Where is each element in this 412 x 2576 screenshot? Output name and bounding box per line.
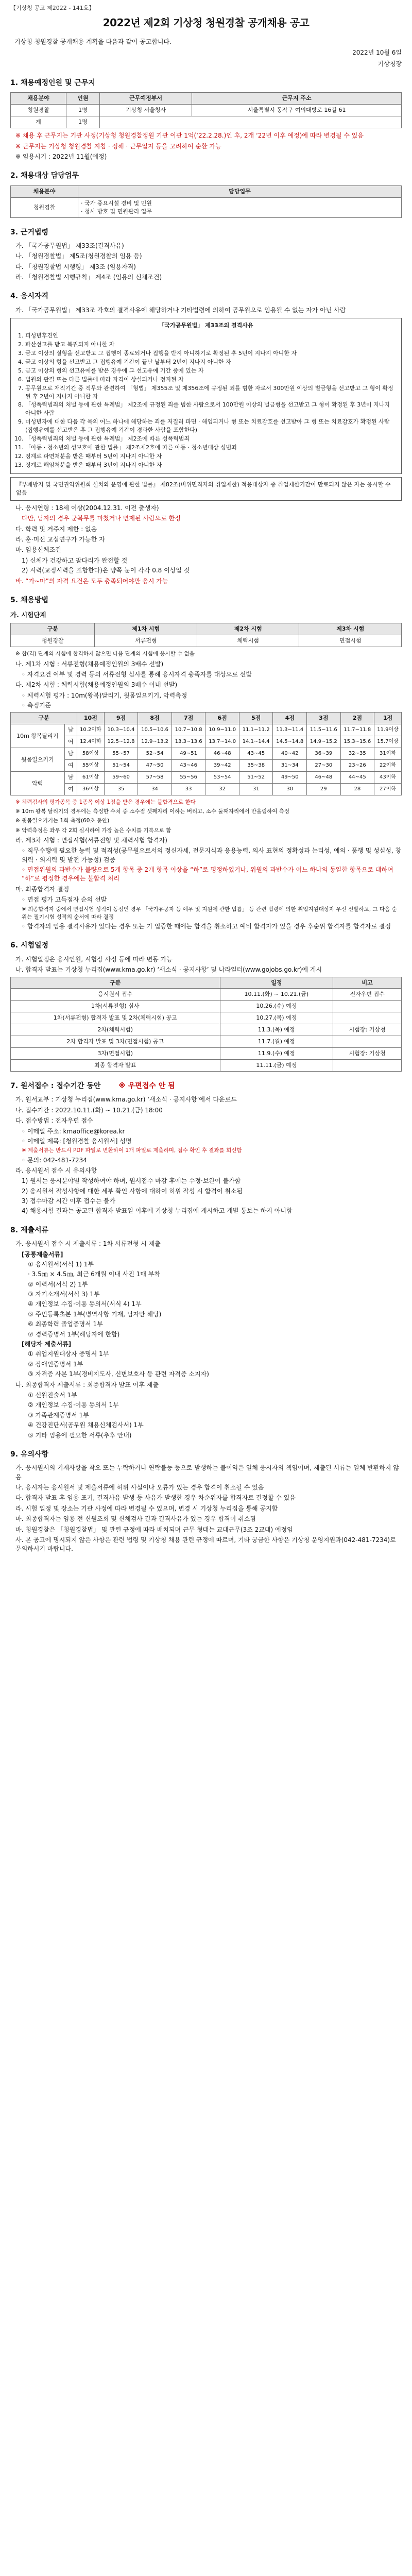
docs-item: ③ 가족관계증명서 1부 bbox=[28, 1411, 89, 1419]
fitness-value: 10.7~10.8 bbox=[171, 724, 205, 736]
fitness-header: 2점 bbox=[340, 713, 374, 724]
list-item: 11. 「아동 · 청소년의 성보호에 관한 법률」 제2조제2호에 따른 아동 · 청소년대상 성범죄 bbox=[25, 444, 396, 452]
docs-item: · 3.5㎝ × 4.5㎝, 최근 6개월 이내 사진 1매 부착 bbox=[28, 1270, 160, 1278]
fitness-note: ※ 10m 왕복 달리기의 경우에는 측정한 수치 중 소수점 셋째자리 이하는 버리고, 소수 둘째자리에서 반올림하여 측정 bbox=[15, 808, 290, 815]
table-row bbox=[11, 772, 402, 784]
fitness-value: 11.9이상 bbox=[374, 724, 402, 736]
fitness-value: 23~26 bbox=[340, 760, 374, 772]
fitness-value: 59~60 bbox=[104, 772, 138, 784]
fitness-sex: 남 bbox=[64, 748, 77, 760]
docs-group-common: [공통제출서류] bbox=[22, 1250, 63, 1258]
fitness-value: 57~58 bbox=[138, 772, 172, 784]
schedule-header: 비고 bbox=[333, 977, 402, 989]
apply-note: ※ 제출서류는 반드시 PDF 파일로 변환하여 1개 파일로 제출하며, 접수 확인 후 결과를 회신함 bbox=[22, 1147, 242, 1154]
fitness-value: 36이상 bbox=[77, 784, 105, 795]
fitness-event: 10m 왕복달리기 bbox=[11, 724, 65, 748]
fitness-value: 46~48 bbox=[205, 748, 239, 760]
fitness-value: 30 bbox=[273, 784, 307, 795]
fitness-header: 3점 bbox=[307, 713, 341, 724]
qualification-a: 가. 「국가공무원법」 제33조 각호의 결격사유에 해당하거나 기타법령에 의하여 공무원으로 임용될 수 없는 자가 아닌 사람 bbox=[15, 306, 346, 314]
list-item: 4. 금고 이상의 형을 선고받고 그 집행유예 기간이 끝난 날부터 2년이 지나지 아니한 자 bbox=[25, 358, 396, 366]
apply-d: 라. 응시원서 접수 시 유의사항 bbox=[15, 1166, 97, 1174]
stage-header: 구분 bbox=[11, 623, 95, 635]
fitness-value: 10.9~11.0 bbox=[205, 724, 239, 736]
qualification-d: 라. 훈·미선 교섭연구가 가능한 자 bbox=[15, 536, 105, 544]
schedule-cell-v: 11.7.(월) 예정 bbox=[220, 1036, 333, 1048]
table-row bbox=[11, 1024, 402, 1036]
schedule-cell-n bbox=[333, 1012, 402, 1024]
fitness-value: 10.3~10.4 bbox=[104, 724, 138, 736]
schedule-cell-v: 11.3.(목) 예정 bbox=[220, 1024, 333, 1036]
s1-note: ※ 근무지는 기상청 청원경찰 지침 · 정해 · 근무일지 등을 고려하여 순환 가능 bbox=[15, 142, 221, 150]
fitness-header: 1점 bbox=[374, 713, 402, 724]
docs-b: 나. 최종합격자 제출서류 : 최종합격자 발표 이후 제출 bbox=[15, 1381, 159, 1388]
stage-cell: 서류전형 bbox=[95, 635, 197, 647]
schedule-cell-k: 1차(서류전형) 심사 bbox=[11, 1001, 220, 1012]
fitness-value: 12.5~12.8 bbox=[104, 736, 138, 748]
fitness-value: 52~54 bbox=[138, 748, 172, 760]
list-item: 7. 공무원으로 재직기간 중 직무와 관련하여 「형법」 제355조 및 제356조에 규정된 죄를 범한 자로서 300만원 이상의 벌금형을 선고받고 그 형이 확정된 후 2년이 지나지 아니한 자 bbox=[25, 384, 396, 401]
list-item: 12. 징계로 파면처분을 받은 때부터 5년이 지나지 아니한 자 bbox=[25, 452, 396, 461]
fitness-header: 9점 bbox=[104, 713, 138, 724]
fitness-value: 49~51 bbox=[171, 748, 205, 760]
fitness-value: 35 bbox=[104, 784, 138, 795]
list-item: 5. 금고 이상의 형의 선고유예를 받은 경우에 그 선고유예 기간 중에 있는 자 bbox=[25, 367, 396, 375]
docs-item: ④ 개인정보 수집·이용 동의서(서식 4) 1부 bbox=[28, 1300, 142, 1308]
schedule-cell-v: 11.11.(금) 예정 bbox=[220, 1060, 333, 1072]
table-row bbox=[11, 784, 402, 795]
schedule-header: 구분 bbox=[11, 977, 220, 989]
fitness-sex: 남 bbox=[64, 772, 77, 784]
fitness-sex: 여 bbox=[64, 736, 77, 748]
apply-d-sub: 3) 접수마감 시간 이후 접수는 불가 bbox=[22, 1197, 116, 1205]
duty-header: 채용분야 bbox=[11, 185, 78, 197]
law-item: 라. 「청원경찰법 시행규칙」 제4조 (임용의 신체조건) bbox=[15, 273, 162, 281]
fitness-note: ※ 체력검사의 평가종목 중 1종목 이상 1점을 받은 경우에는 불합격으로 한다 bbox=[15, 799, 196, 806]
qualification-e-sub: 2) 시력(교정시력을 포함한다)은 양쪽 눈이 각각 0.8 이상일 것 bbox=[22, 567, 190, 574]
list-item: 13. 징계로 해임처분을 받은 때부터 3년이 지나지 아니한 자 bbox=[25, 461, 396, 469]
fitness-value: 22이하 bbox=[374, 760, 402, 772]
fitness-value: 31~34 bbox=[273, 760, 307, 772]
fitness-value: 39~42 bbox=[205, 760, 239, 772]
schedule-cell-v: 11.9.(수) 예정 bbox=[220, 1048, 333, 1060]
apply-b: 나. 접수기간 : 2022.10.11.(화) ~ 10.21.(금) 18:00 bbox=[15, 1106, 163, 1114]
exam-step-d-sub: ◦ 면접위원의 과반수가 불량으로 5개 항목 중 2개 항목 이상을 “하”로 평정하였거나, 위원의 과반수가 어느 하나의 동일한 항목으로 대하여 “하”로 평정한 경우에는 불합격 처리 bbox=[22, 866, 393, 883]
schedule-cell-n: 시험장: 기상청 bbox=[333, 1048, 402, 1060]
apply-d-sub: 2) 응시원서 작성사항에 대한 세부 확인 사항에 대하여 허위 작성 시 합격이 취소됨 bbox=[22, 1187, 243, 1195]
fitness-value: 13.7~14.0 bbox=[205, 736, 239, 748]
list-item: 1. 피성년후견인 bbox=[25, 332, 396, 340]
schedule-cell-v: 10.27.(목) 예정 bbox=[220, 1012, 333, 1024]
exam-step-c-sub: ◦ 측정기준 bbox=[22, 702, 52, 709]
docs-item: ③ 자격증 사본 1부(경비지도사, 신변보호사 등 관련 자격증 소지자) bbox=[28, 1370, 209, 1378]
exam-step-e-sub: ◦ 면접 평가 고득점자 순의 선발 bbox=[22, 896, 107, 904]
qualification-f: 바. “가~마”의 자격 요건은 모두 충족되어야만 응시 가능 bbox=[15, 577, 168, 585]
list-item: 2. 파산선고를 받고 복권되지 아니한 자 bbox=[25, 341, 396, 349]
table-row bbox=[11, 635, 402, 647]
caution-item: 라. 시험 일정 및 장소는 기관 사정에 따라 변경될 수 있으며, 변경 시 기상청 누리집을 통해 공지함 bbox=[15, 1504, 278, 1512]
stage-cell: 면접시험 bbox=[299, 635, 402, 647]
table-row bbox=[11, 748, 402, 760]
docs-item: ② 개인정보 수집·이용 동의서 1부 bbox=[28, 1401, 119, 1409]
fitness-value: 47~50 bbox=[138, 760, 172, 772]
docs-item: ① 응시원서(서식 1) 1부 bbox=[28, 1260, 94, 1268]
fitness-value: 28 bbox=[340, 784, 374, 795]
docs-group-optional: [해당자 제출서류] bbox=[22, 1341, 72, 1348]
schedule-cell-n bbox=[333, 1001, 402, 1012]
table-row bbox=[11, 760, 402, 772]
section-4-title: 4. 응시자격 bbox=[10, 292, 49, 301]
qualification-b: 나. 응시연령 : 18세 이상(2004.12.31. 이전 출생자) bbox=[15, 504, 159, 512]
notice-date: 2022년 10월 6일 bbox=[352, 49, 402, 57]
recruit-header: 인원 bbox=[66, 93, 99, 105]
section-5-title: 5. 채용방법 bbox=[10, 596, 49, 604]
exam-stage-title: 가. 시험단계 bbox=[10, 611, 46, 619]
table-row bbox=[11, 736, 402, 748]
list-item: 6. 법원의 판결 또는 다른 법률에 따라 자격이 상실되거나 정지된 자 bbox=[25, 376, 396, 384]
fitness-value: 51~52 bbox=[239, 772, 273, 784]
duty-item: · 국가 중요시설 경비 및 민원 bbox=[81, 199, 152, 207]
exam-step-c-sub: ◦ 체력시험 평가 : 10m(왕복)달리기, 윗몸일으키기, 악력측정 bbox=[22, 691, 187, 699]
table-row bbox=[11, 105, 402, 116]
duty-table bbox=[10, 185, 402, 218]
table-row bbox=[11, 989, 402, 1001]
schedule-cell-n bbox=[333, 1060, 402, 1072]
notice-org: 기상청장 bbox=[377, 60, 402, 67]
apply-subject: ◦ 이메일 제목: [청원경찰 응시원서] 성명 bbox=[22, 1137, 132, 1145]
recruit-total-label: 계 bbox=[11, 116, 66, 128]
fitness-value: 15.7이상 bbox=[374, 736, 402, 748]
exam-step-d: 라. 제3차 시험 : 면접시험(서류전형 및 체력시험 합격자) bbox=[15, 836, 167, 844]
fitness-value: 35~38 bbox=[239, 760, 273, 772]
table-row bbox=[11, 1060, 402, 1072]
docs-item: ② 이력서(서식 2) 1부 bbox=[28, 1280, 88, 1288]
stage-header: 제1차 시험 bbox=[95, 623, 197, 635]
fitness-header: 5점 bbox=[239, 713, 273, 724]
s1-note: ※ 임용시기 : 2022년 11월(예정) bbox=[15, 153, 107, 160]
section-3-title: 3. 근거법령 bbox=[10, 228, 49, 236]
fitness-value: 43~45 bbox=[239, 748, 273, 760]
fitness-value: 55이상 bbox=[77, 760, 105, 772]
fitness-value: 11.5~11.6 bbox=[307, 724, 341, 736]
duty-item: · 청사 방호 및 민원관리 업무 bbox=[81, 208, 152, 215]
recruit-header: 근무지 주소 bbox=[192, 93, 402, 105]
fitness-value: 40~42 bbox=[273, 748, 307, 760]
docs-a: 가. 응시원서 접수 시 제출서류 : 1차 서류전형 시 제출 bbox=[15, 1240, 161, 1248]
fitness-value: 43~46 bbox=[171, 760, 205, 772]
apply-d-sub: 4) 채용시험 결과는 공고된 합격자 발표일 이후에 기상청 누리집에 게시하고 개별 통보는 하지 아니함 bbox=[22, 1207, 293, 1215]
law-item: 나. 「청원경찰법」 제5조(청원경찰의 임용 등) bbox=[15, 252, 142, 260]
docs-item: ① 신원진술서 1부 bbox=[28, 1392, 77, 1399]
schedule-cell-k: 최종 합격자 발표 bbox=[11, 1060, 220, 1072]
fitness-header: 10점 bbox=[77, 713, 105, 724]
fitness-sex: 남 bbox=[64, 724, 77, 736]
schedule-cell-n: 전자우편 접수 bbox=[333, 989, 402, 1001]
fitness-value: 31이하 bbox=[374, 748, 402, 760]
recruit-total-count: 1명 bbox=[66, 116, 99, 128]
caution-item: 다. 합격자 발표 후 임용 포기, 결격사유 발생 등 사유가 발생한 경우 차순위자를 합격자로 결정할 수 있음 bbox=[15, 1494, 296, 1502]
recruit-dept: 기상청 서울청사 bbox=[99, 105, 192, 116]
stage-header: 제3차 시험 bbox=[299, 623, 402, 635]
fitness-value: 58이상 bbox=[77, 748, 105, 760]
recruit-header: 채용분야 bbox=[11, 93, 66, 105]
fitness-value: 27~30 bbox=[307, 760, 341, 772]
recruit-table bbox=[10, 92, 402, 128]
fitness-sex: 여 bbox=[64, 784, 77, 795]
fitness-note: ※ 악력측정은 좌우 각 2회 실시하여 가장 높은 수치를 기록으로 함 bbox=[15, 827, 171, 834]
qualification-c: 다. 학력 및 거주지 제한 : 없음 bbox=[15, 525, 97, 533]
docs-item: ① 취업지원대상자 증명서 1부 bbox=[28, 1350, 109, 1358]
apply-contact: ◦ 문의: 042-481-7234 bbox=[22, 1156, 87, 1164]
law-item: 가. 「국가공무원법」 제33조(결격사유) bbox=[15, 242, 124, 249]
stage-label: 청원경찰 bbox=[11, 635, 95, 647]
schedule-cell-k: 3차(면접시험) bbox=[11, 1048, 220, 1060]
fitness-header: 구분 bbox=[11, 713, 77, 724]
fitness-value: 11.3~11.4 bbox=[273, 724, 307, 736]
fitness-value: 44~45 bbox=[340, 772, 374, 784]
anticorruption-note: 『부패방지 및 국민권익위원회 설치와 운영에 관한 법률』 제82조(비위면직자의 취업제한) 적용대상자 중 취업제한기간이 만료되지 않은 자는 응시할 수 없음 bbox=[10, 477, 402, 501]
fitness-value: 29 bbox=[307, 784, 341, 795]
duty-field: 청원경찰 bbox=[11, 197, 78, 217]
schedule-table bbox=[10, 977, 402, 1072]
list-item: 3. 금고 이상의 실형을 선고받고 그 집행이 종료되거나 집행을 받지 아니하기로 확정된 후 5년이 지나지 아니한 자 bbox=[25, 349, 396, 358]
exam-step-b: 나. 제1차 시험 : 서류전형(채용예정인원의 3배수 선발) bbox=[15, 660, 164, 668]
exam-step-e-sub: ◦ 합격자의 임용 결격사유가 있다는 경우 또는 기 입증한 때에는 합격을 취소하고 예비 합격자가 있을 경우 후순위 합격자를 합격자로 결정 bbox=[22, 923, 391, 930]
caution-item: 사. 본 공고에 명시되지 않은 사항은 관련 법령 및 기상청 채용 관련 규정에 따르며, 기타 궁금한 사항은 기상청 운영지원과(042-481-7234)로 문의하시기 바랍니다. bbox=[15, 1536, 396, 1553]
schedule-cell-n: 시험장: 기상청 bbox=[333, 1024, 402, 1036]
docs-item: ⑦ 경력증명서 1부(해당자에 한함) bbox=[28, 1330, 120, 1338]
fitness-value: 31 bbox=[239, 784, 273, 795]
section-7-title-text: 7. 원서접수 : 접수기간 동안 bbox=[10, 1082, 101, 1091]
fitness-value: 55~56 bbox=[171, 772, 205, 784]
docs-item: ⑥ 최종학력 졸업증명서 1부 bbox=[28, 1320, 103, 1328]
disqualification-box bbox=[10, 318, 402, 474]
fitness-sex: 여 bbox=[64, 760, 77, 772]
apply-a: 가. 원서교부 : 기상청 누리집(www.kma.go.kr) ‘새소식 · 공지사항’에서 다운로드 bbox=[15, 1096, 237, 1104]
fitness-value: 55~57 bbox=[104, 748, 138, 760]
recruit-field: 청원경찰 bbox=[11, 105, 66, 116]
fitness-header: 6점 bbox=[205, 713, 239, 724]
fitness-value: 53~54 bbox=[205, 772, 239, 784]
fitness-value: 13.3~13.6 bbox=[171, 736, 205, 748]
fitness-value: 27이하 bbox=[374, 784, 402, 795]
exam-step-b-sub: ◦ 자격요건 여부 및 경력 등의 서류전형 심사를 통해 응시자격 충족자를 대상으로 선발 bbox=[22, 670, 252, 678]
stage-cell: 체력시험 bbox=[197, 635, 299, 647]
caution-item: 나. 응시자는 응시원서 및 제출서류에 허위 사실이나 오류가 있는 경우 합격이 취소될 수 있음 bbox=[15, 1484, 264, 1492]
qualification-e-sub: 1) 신체가 건강하고 팔다리가 완전할 것 bbox=[22, 556, 128, 564]
docs-item: ③ 자기소개서(서식 3) 1부 bbox=[28, 1291, 100, 1298]
table-row bbox=[11, 1012, 402, 1024]
apply-d-sub: 1) 원서는 응시분야별 작성하여야 하며, 원서접수 마감 후에는 수정·보완이 불가함 bbox=[22, 1177, 241, 1185]
fitness-header: 7점 bbox=[171, 713, 205, 724]
section-9-title: 9. 유의사항 bbox=[10, 1450, 49, 1459]
fitness-value: 10.2이하 bbox=[77, 724, 105, 736]
duty-header: 담당업무 bbox=[78, 185, 402, 197]
table-row bbox=[11, 116, 402, 128]
fitness-value: 33 bbox=[171, 784, 205, 795]
fitness-value: 10.5~10.6 bbox=[138, 724, 172, 736]
fitness-value: 15.3~15.6 bbox=[340, 736, 374, 748]
apply-email[interactable]: ◦ 이메일 주소: kmaoffice@korea.kr bbox=[22, 1127, 125, 1135]
schedule-a: 가. 시험일정은 응시인원, 시험장 사정 등에 따라 변동 가능 bbox=[15, 955, 173, 963]
page-title: 2022년 제2회 기상청 청원경찰 공개채용 공고 bbox=[102, 16, 310, 29]
fitness-value: 12.4이하 bbox=[77, 736, 105, 748]
docs-item: ② 장애인증명서 1부 bbox=[28, 1360, 83, 1368]
disqualification-box-title: 「국가공무원법」 제33조의 결격사유 bbox=[159, 322, 253, 329]
fitness-value: 32~35 bbox=[340, 748, 374, 760]
fitness-value: 43이하 bbox=[374, 772, 402, 784]
fitness-header: 4점 bbox=[273, 713, 307, 724]
fitness-value: 12.9~13.2 bbox=[138, 736, 172, 748]
fitness-value: 46~48 bbox=[307, 772, 341, 784]
section-7-title bbox=[10, 1081, 402, 1091]
stage-note: ※ 합(격) 단계의 시험에 합격하지 않으면 다음 단계의 시험에 응시할 수 없음 bbox=[15, 651, 195, 657]
section-2-title: 2. 채용대상 담당업무 bbox=[10, 172, 79, 180]
section-8-title: 8. 제출서류 bbox=[10, 1226, 49, 1234]
exam-step-e: 마. 최종합격자 결정 bbox=[15, 885, 70, 893]
fitness-value: 32 bbox=[205, 784, 239, 795]
docs-item: ⑤ 기타 임용에 필요한 서류(추후 안내) bbox=[28, 1431, 132, 1439]
exam-stage-table bbox=[10, 623, 402, 647]
schedule-cell-k: 2차(체력시험) bbox=[11, 1024, 220, 1036]
section-7-title-note: ※ 우편접수 안 됨 bbox=[118, 1082, 175, 1091]
schedule-cell-k: 응시원서 접수 bbox=[11, 989, 220, 1001]
schedule-header: 일정 bbox=[220, 977, 333, 989]
section-1-title: 1. 채용예정인원 및 근무지 bbox=[10, 79, 95, 88]
exam-step-d-sub: ◦ 직무수행에 필요한 능력 및 적격성(공무원으로서의 정신자세, 전문지식과 응용능력, 의사 표현의 정확성과 논리성, 예의 · 품행 및 성실성, 창의력 · 의지력 및 발전 가능성) 검증 bbox=[22, 847, 402, 863]
table-row bbox=[11, 724, 402, 736]
section-6-title: 6. 시험일정 bbox=[10, 941, 49, 950]
docs-item: ⑤ 주민등록초본 1부(병역사항 기재, 남자만 해당) bbox=[28, 1310, 162, 1318]
table-row bbox=[11, 1036, 402, 1048]
disqualification-list bbox=[16, 332, 396, 469]
caution-item: 가. 응시원서의 기재사항을 착오 또는 누락하거나 연락불능 등으로 발생하는 불이익은 일체 응시자의 책임이며, 제출된 서류는 일체 반환하지 않음 bbox=[15, 1464, 399, 1481]
schedule-b: 나. 합격자 발표는 기상청 누리집(www.kma.go.kr) ‘새소식 · 공지사항’ 및 나라일터(www.gojobs.go.kr)에 게시 bbox=[15, 966, 322, 974]
qualification-b-note: 다만, 남자의 경우 군복무를 마쳤거나 면제된 사람으로 한정 bbox=[22, 515, 181, 522]
schedule-cell-v: 10.26.(수) 예정 bbox=[220, 1001, 333, 1012]
fitness-value: 61이상 bbox=[77, 772, 105, 784]
law-item: 다. 「청원경찰법 시행령」 제3조 (임용자격) bbox=[15, 263, 136, 270]
recruit-count: 1명 bbox=[66, 105, 99, 116]
table-row bbox=[11, 1048, 402, 1060]
stage-header: 제2차 시험 bbox=[197, 623, 299, 635]
fitness-note: ※ 윗몸일으키기는 1회 측정(60초 동안) bbox=[15, 818, 110, 824]
fitness-value: 14.1~14.4 bbox=[239, 736, 273, 748]
notice-number: 【기상청 공고 제2022 - 141호】 bbox=[10, 5, 95, 11]
table-row bbox=[11, 197, 402, 217]
list-item: 10. 「성폭력범죄의 처벌 등에 관한 특례법」 제2조에 따른 성폭력범죄 bbox=[25, 435, 396, 443]
schedule-cell-k: 2차 합격자 발표 및 3차(면접시험) 공고 bbox=[11, 1036, 220, 1048]
fitness-value: 34 bbox=[138, 784, 172, 795]
schedule-cell-n bbox=[333, 1036, 402, 1048]
recruit-header: 근무예정부서 bbox=[99, 93, 192, 105]
caution-item: 바. 청원경찰은 「청원경찰법」 및 관련 규정에 따라 배치되며 근무 형태는 교대근무(3조 2교대) 예정임 bbox=[15, 1526, 293, 1533]
schedule-cell-v: 10.11.(화) ~ 10.21.(금) bbox=[220, 989, 333, 1001]
s1-note: ※ 채용 후 근무지는 기관 사정(기상청 청원경찰정원 기관 이관 1억(‘22.2.28.)인 후, 2개 ‘22년 이후 예정)에 따라 변경될 수 있음 bbox=[15, 132, 364, 140]
apply-c: 다. 접수방법 : 전자우편 접수 bbox=[15, 1117, 93, 1125]
schedule-cell-k: 1차(서류전형) 합격자 발표 및 2차(체력시험) 공고 bbox=[11, 1012, 220, 1024]
exam-step-c: 다. 제2차 시험 : 체력시험(채용예정인원의 3배수 이내 선발) bbox=[15, 681, 178, 689]
fitness-value: 11.7~11.8 bbox=[340, 724, 374, 736]
fitness-table bbox=[10, 712, 402, 795]
fitness-value: 49~50 bbox=[273, 772, 307, 784]
docs-item: ④ 건강진단서(공무원 채용신체검사서) 1부 bbox=[28, 1421, 144, 1429]
fitness-value: 51~54 bbox=[104, 760, 138, 772]
table-row bbox=[11, 1001, 402, 1012]
fitness-value: 14.9~15.2 bbox=[307, 736, 341, 748]
fitness-value: 36~39 bbox=[307, 748, 341, 760]
list-item: 9. 미성년자에 대한 다음 각 목의 어느 하나에 해당하는 죄를 저질러 파면 · 해임되거나 형 또는 치료감호를 선고받아 그 형 또는 치료감호가 확정된 사람(집행유예를 선고받은 후 그 집행유예 기간이 경과한 사람을 포함한다) bbox=[25, 418, 396, 434]
exam-step-e-sub: ※ 최종합격자 중에서 면접시험 성적이 동점인 경우 「국가유공자 등 예우 및 지원에 관한 법률」 등 관련 법령에 의한 취업지원대상자 우선 선발하고, 그 다음 순위는 필기시험 성적의 순서에 따라 결정 bbox=[22, 906, 397, 920]
fitness-header: 8점 bbox=[138, 713, 172, 724]
notice-page bbox=[10, 0, 402, 1566]
fitness-event: 윗몸일으키기 bbox=[11, 748, 65, 772]
caution-item: 마. 최종합격자는 임용 전 신원조회 및 신체검사 결과 결격사유가 있는 경우 합격이 취소됨 bbox=[15, 1515, 256, 1523]
fitness-event: 악력 bbox=[11, 772, 65, 795]
recruit-addr: 서울특별시 동작구 여의대방로 16길 61 bbox=[192, 105, 402, 116]
list-item: 8. 「성폭력범죄의 처벌 등에 관한 특례법」 제2조에 규정된 죄를 범한 사람으로서 100만원 이상의 벌금형을 선고받고 그 형이 확정된 후 3년이 지나지 아니한 사람 bbox=[25, 401, 396, 417]
intro-text: 기상청 청원경찰 공개채용 계획을 다음과 같이 공고합니다. bbox=[14, 38, 171, 45]
qualification-e: 마. 임용신체조건 bbox=[15, 546, 61, 554]
fitness-value: 11.1~11.2 bbox=[239, 724, 273, 736]
fitness-value: 14.5~14.8 bbox=[273, 736, 307, 748]
